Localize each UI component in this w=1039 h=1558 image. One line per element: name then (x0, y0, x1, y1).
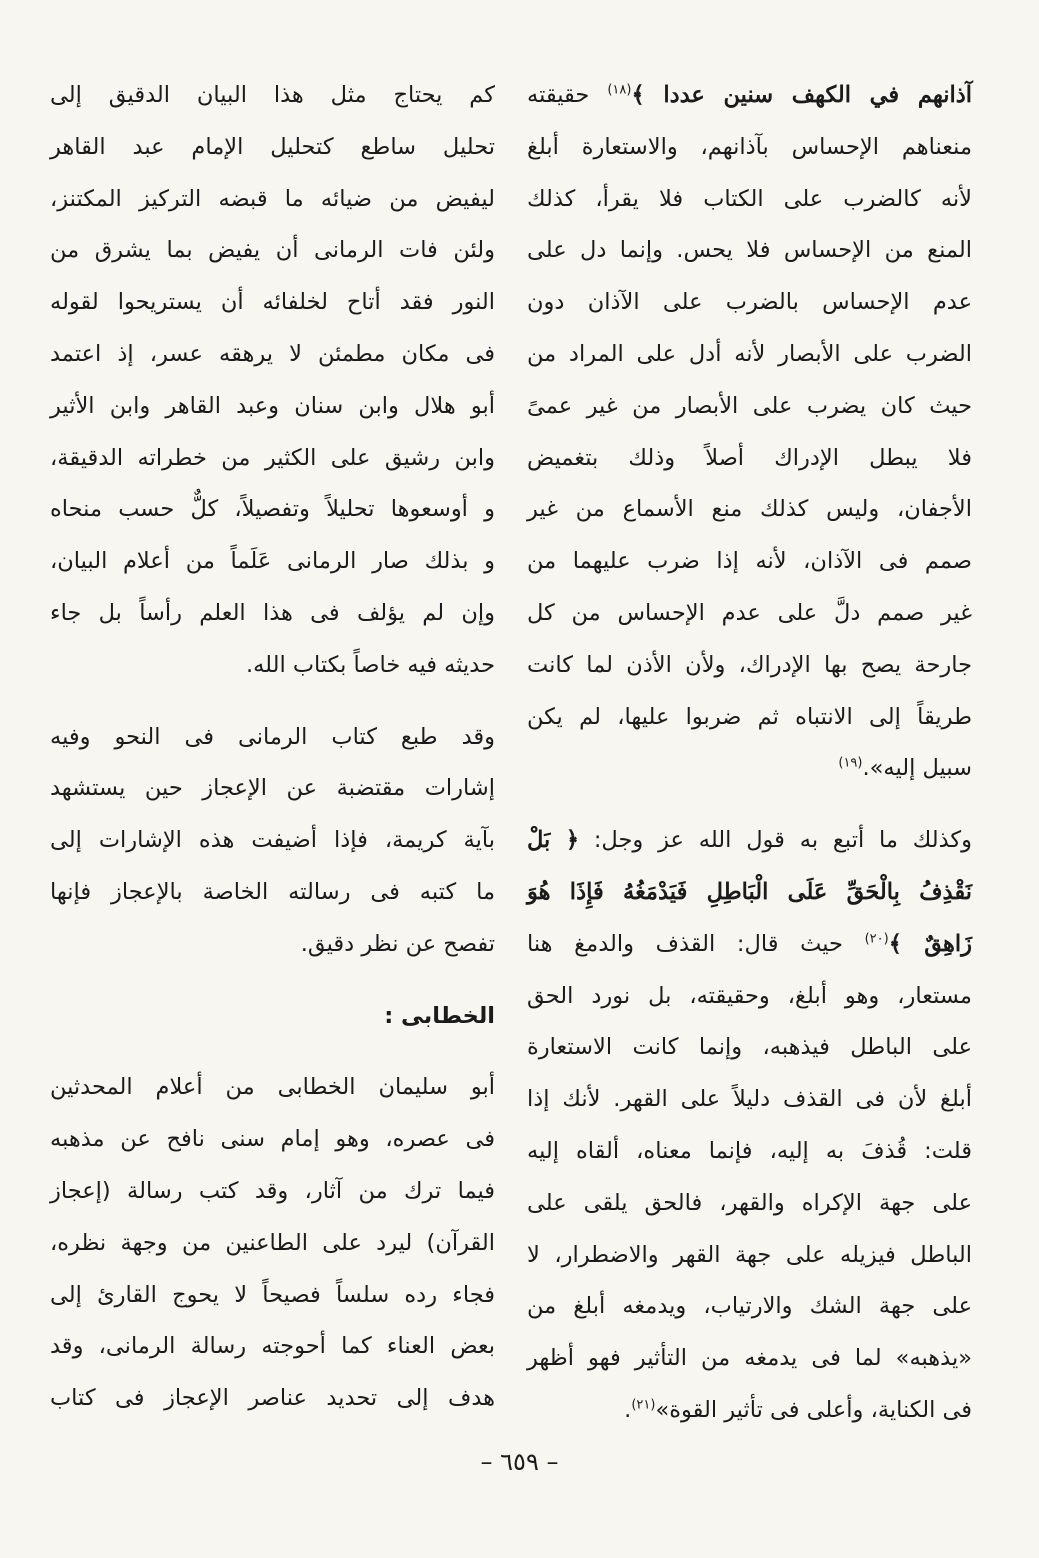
text-line (50, 919, 495, 971)
quran-quote: ﴿ بَلْ (527, 827, 580, 854)
text-line (50, 225, 495, 277)
footnote-ref: (١٨) (607, 82, 632, 98)
footnote-ref: (٢٠) (864, 931, 889, 947)
text-line (50, 712, 495, 764)
page-number: – ٦٥٩ – (480, 1448, 559, 1476)
paragraph-gap (527, 795, 972, 815)
text-line (527, 225, 972, 277)
text-run: أبو سليمان الخطابى من أعلام المحدثين (50, 1074, 495, 1101)
text-run: قلت: قُذفَ به إليه، فإنما معناه، ألقاه إليه (527, 1137, 972, 1164)
text-run: فى مكان مطمئن لا يرهقه عسر، إذ اعتمد (50, 340, 495, 367)
text-run: على جهة الشك والارتياب، ويدمغه أبلغ من (527, 1293, 972, 1320)
text-run: و أوسعوها تحليلاً وتفصيلاً، كلٌّ حسب منحاه (50, 496, 495, 523)
text-line (527, 484, 972, 536)
text-line (527, 919, 972, 971)
text-line (527, 815, 972, 867)
text-run: حقيقته (527, 82, 608, 108)
text-line (527, 1281, 972, 1333)
text-run: حديثه فيه خاصاً بكتاب الله. (245, 651, 495, 678)
text-run: صمم فى الآذان، لأنه إذا ضرب عليهما من (527, 548, 972, 575)
text-line (50, 1114, 495, 1166)
text-run: ولئن فات الرمانى أن يفيض بما يشرق من (50, 237, 495, 264)
text-run: فيما ترك من آثار، وقد كتب رسالة (إعجاز (50, 1177, 495, 1204)
text-run: فلا يبطل الإدراك أصلاً وذلك بتغميض (527, 444, 972, 471)
text-line (50, 536, 495, 588)
text-line (50, 1062, 495, 1114)
text-line (50, 381, 495, 433)
text-run: فى الكناية، وأعلى فى تأثير القوة» (655, 1396, 972, 1423)
text-line (527, 329, 972, 381)
text-run: أبلغ لأن فى القذف دليلاً على القهر. لأنك إذا (527, 1086, 972, 1113)
text-run: وقد طبع كتاب الرمانى فى النحو وفيه (50, 723, 495, 750)
text-line (527, 381, 972, 433)
paragraph (50, 1062, 495, 1425)
text-line (50, 640, 495, 692)
text-line (527, 277, 972, 329)
paragraph-gap (50, 692, 495, 712)
text-run: سبيل إليه». (862, 755, 972, 782)
footnote-ref: (٢١) (631, 1397, 656, 1413)
text-run: لأنه كالضرب على الكتاب فلا يقرأ، كذلك (527, 185, 972, 212)
text-run: كم يحتاج مثل هذا البيان الدقيق إلى (50, 82, 495, 108)
paragraph (50, 70, 495, 692)
text-line (527, 692, 972, 744)
quran-quote: نَقْذِفُ بِالْحَقِّ عَلَى الْبَاطِلِ فَيَدْمَغُهُ فَإِذَا هُوَ (527, 878, 972, 905)
text-run: بعض العناء كما أحوجته رسالة الرمانى، وقد (50, 1333, 495, 1360)
paragraph (527, 815, 972, 1437)
text-run: القرآن) ليرد على الطاعنين من وجهة نظره، (50, 1229, 495, 1256)
text-line (527, 640, 972, 692)
text-run: بآية كريمة، فإذا أضيفت هذه الإشارات إلى (50, 827, 495, 854)
text-line (50, 484, 495, 536)
text-run: مستعار، وهو أبلغ، وحقيقته، بل نورد الحق (527, 982, 972, 1009)
text-line (527, 122, 972, 174)
text-run: على الباطل فيذهبه، وإنما كانت الاستعارة (527, 1034, 972, 1061)
text-run: تفصح عن نظر دقيق. (300, 930, 495, 957)
text-line (50, 277, 495, 329)
text-line (50, 1270, 495, 1322)
paragraph-gap (50, 971, 495, 991)
paragraph-gap (50, 1042, 495, 1062)
text-line (50, 1218, 495, 1270)
text-line (527, 971, 972, 1023)
text-run: النور فقد أتاح لخلفائه أن يستريحوا لقوله (50, 289, 495, 316)
text-line (50, 174, 495, 226)
text-run: الأجفان، وليس كذلك منع الأسماع من غير (527, 496, 972, 523)
right-column (527, 70, 972, 1437)
text-run: و بذلك صار الرمانى عَلَماً من أعلام البيان، (50, 548, 495, 575)
text-line (527, 588, 972, 640)
text-line (527, 743, 972, 795)
quran-quote: آذانهم في الكهف سنين عددا ﴾ (631, 82, 972, 108)
text-line (50, 1373, 495, 1425)
text-line (50, 70, 495, 122)
text-line (50, 122, 495, 174)
paragraph (50, 712, 495, 971)
text-run: هدف إلى تحديد عناصر الإعجاز فى كتاب (50, 1385, 495, 1412)
text-run: طريقاً إلى الانتباه ثم ضربوا عليها، لم يكن (527, 703, 972, 730)
text-run: وكذلك ما أتبع به قول الله عز وجل: (579, 827, 973, 854)
text-line (527, 867, 972, 919)
text-run: تحليل ساطع كتحليل الإمام عبد القاهر (50, 133, 495, 160)
footnote-ref: (١٩) (838, 755, 863, 771)
text-run: على جهة الإكراه والقهر، فالحق يلقى على (527, 1189, 972, 1216)
text-line (527, 1074, 972, 1126)
text-run: ما كتبه فى رسالته الخاصة بالإعجاز فإنها (50, 878, 495, 905)
text-line (527, 70, 972, 122)
text-run: ليفيض من ضيائه ما قبضه التركيز المكتنز، (50, 185, 495, 212)
text-run: أبو هلال وابن سنان وعبد القاهر وابن الأثير (50, 392, 495, 419)
text-line (50, 433, 495, 485)
text-run: الباطل فيزيله على جهة القهر والاضطرار، لا (527, 1241, 972, 1268)
text-run: المنع من الإحساس فلا يحس. وإنما دل على (527, 237, 972, 264)
text-line (527, 1230, 972, 1282)
text-line (50, 763, 495, 815)
text-line (50, 815, 495, 867)
text-line (50, 1166, 495, 1218)
text-run: جارحة يصح بها الإدراك، ولأن الأذن لما كانت (527, 651, 972, 678)
text-run: حيث كان يضرب على الأبصار من غير عمىً (527, 392, 972, 419)
text-run: فجاء رده سلساً فصيحاً لا يحوج القارئ إلى (50, 1281, 495, 1308)
left-column (50, 70, 495, 1425)
text-line (50, 867, 495, 919)
text-line (527, 1385, 972, 1437)
text-run: وإن لم يؤلف فى هذا العلم رأساً بل جاء (50, 599, 495, 626)
text-run: غير صمم دلَّ على عدم الإحساس من كل (527, 599, 972, 626)
text-line (527, 1333, 972, 1385)
quran-quote: زَاهِقٌ ﴾ (888, 930, 972, 957)
text-line (527, 174, 972, 226)
text-run: حيث قال: القذف والدمغ هنا (527, 930, 865, 957)
text-run: فى عصره، وهو إمام سنى نافح عن مذهبه (50, 1126, 495, 1153)
text-run: عدم الإحساس بالضرب على الآذان دون (527, 289, 972, 316)
text-run: منعناهم الإحساس بآذانهم، والاستعارة أبلغ (527, 133, 972, 160)
text-run: . (624, 1396, 632, 1423)
section-heading: الخطابى : (384, 1002, 495, 1029)
text-line (50, 1321, 495, 1373)
text-line (527, 536, 972, 588)
text-line (527, 1022, 972, 1074)
text-line (527, 1126, 972, 1178)
text-line (527, 1178, 972, 1230)
text-run: الضرب على الأبصار لأنه أدل على المراد من (527, 340, 972, 367)
paragraph (527, 70, 972, 795)
text-run: وابن رشيق على الكثير من خطراته الدقيقة، (50, 444, 495, 471)
text-run: «يذهبه» لما فى يدمغه من التأثير فهو أظهر (527, 1345, 972, 1372)
text-line (50, 588, 495, 640)
text-line (50, 329, 495, 381)
text-line (527, 433, 972, 485)
text-run: إشارات مقتضبة عن الإعجاز حين يستشهد (50, 775, 495, 802)
